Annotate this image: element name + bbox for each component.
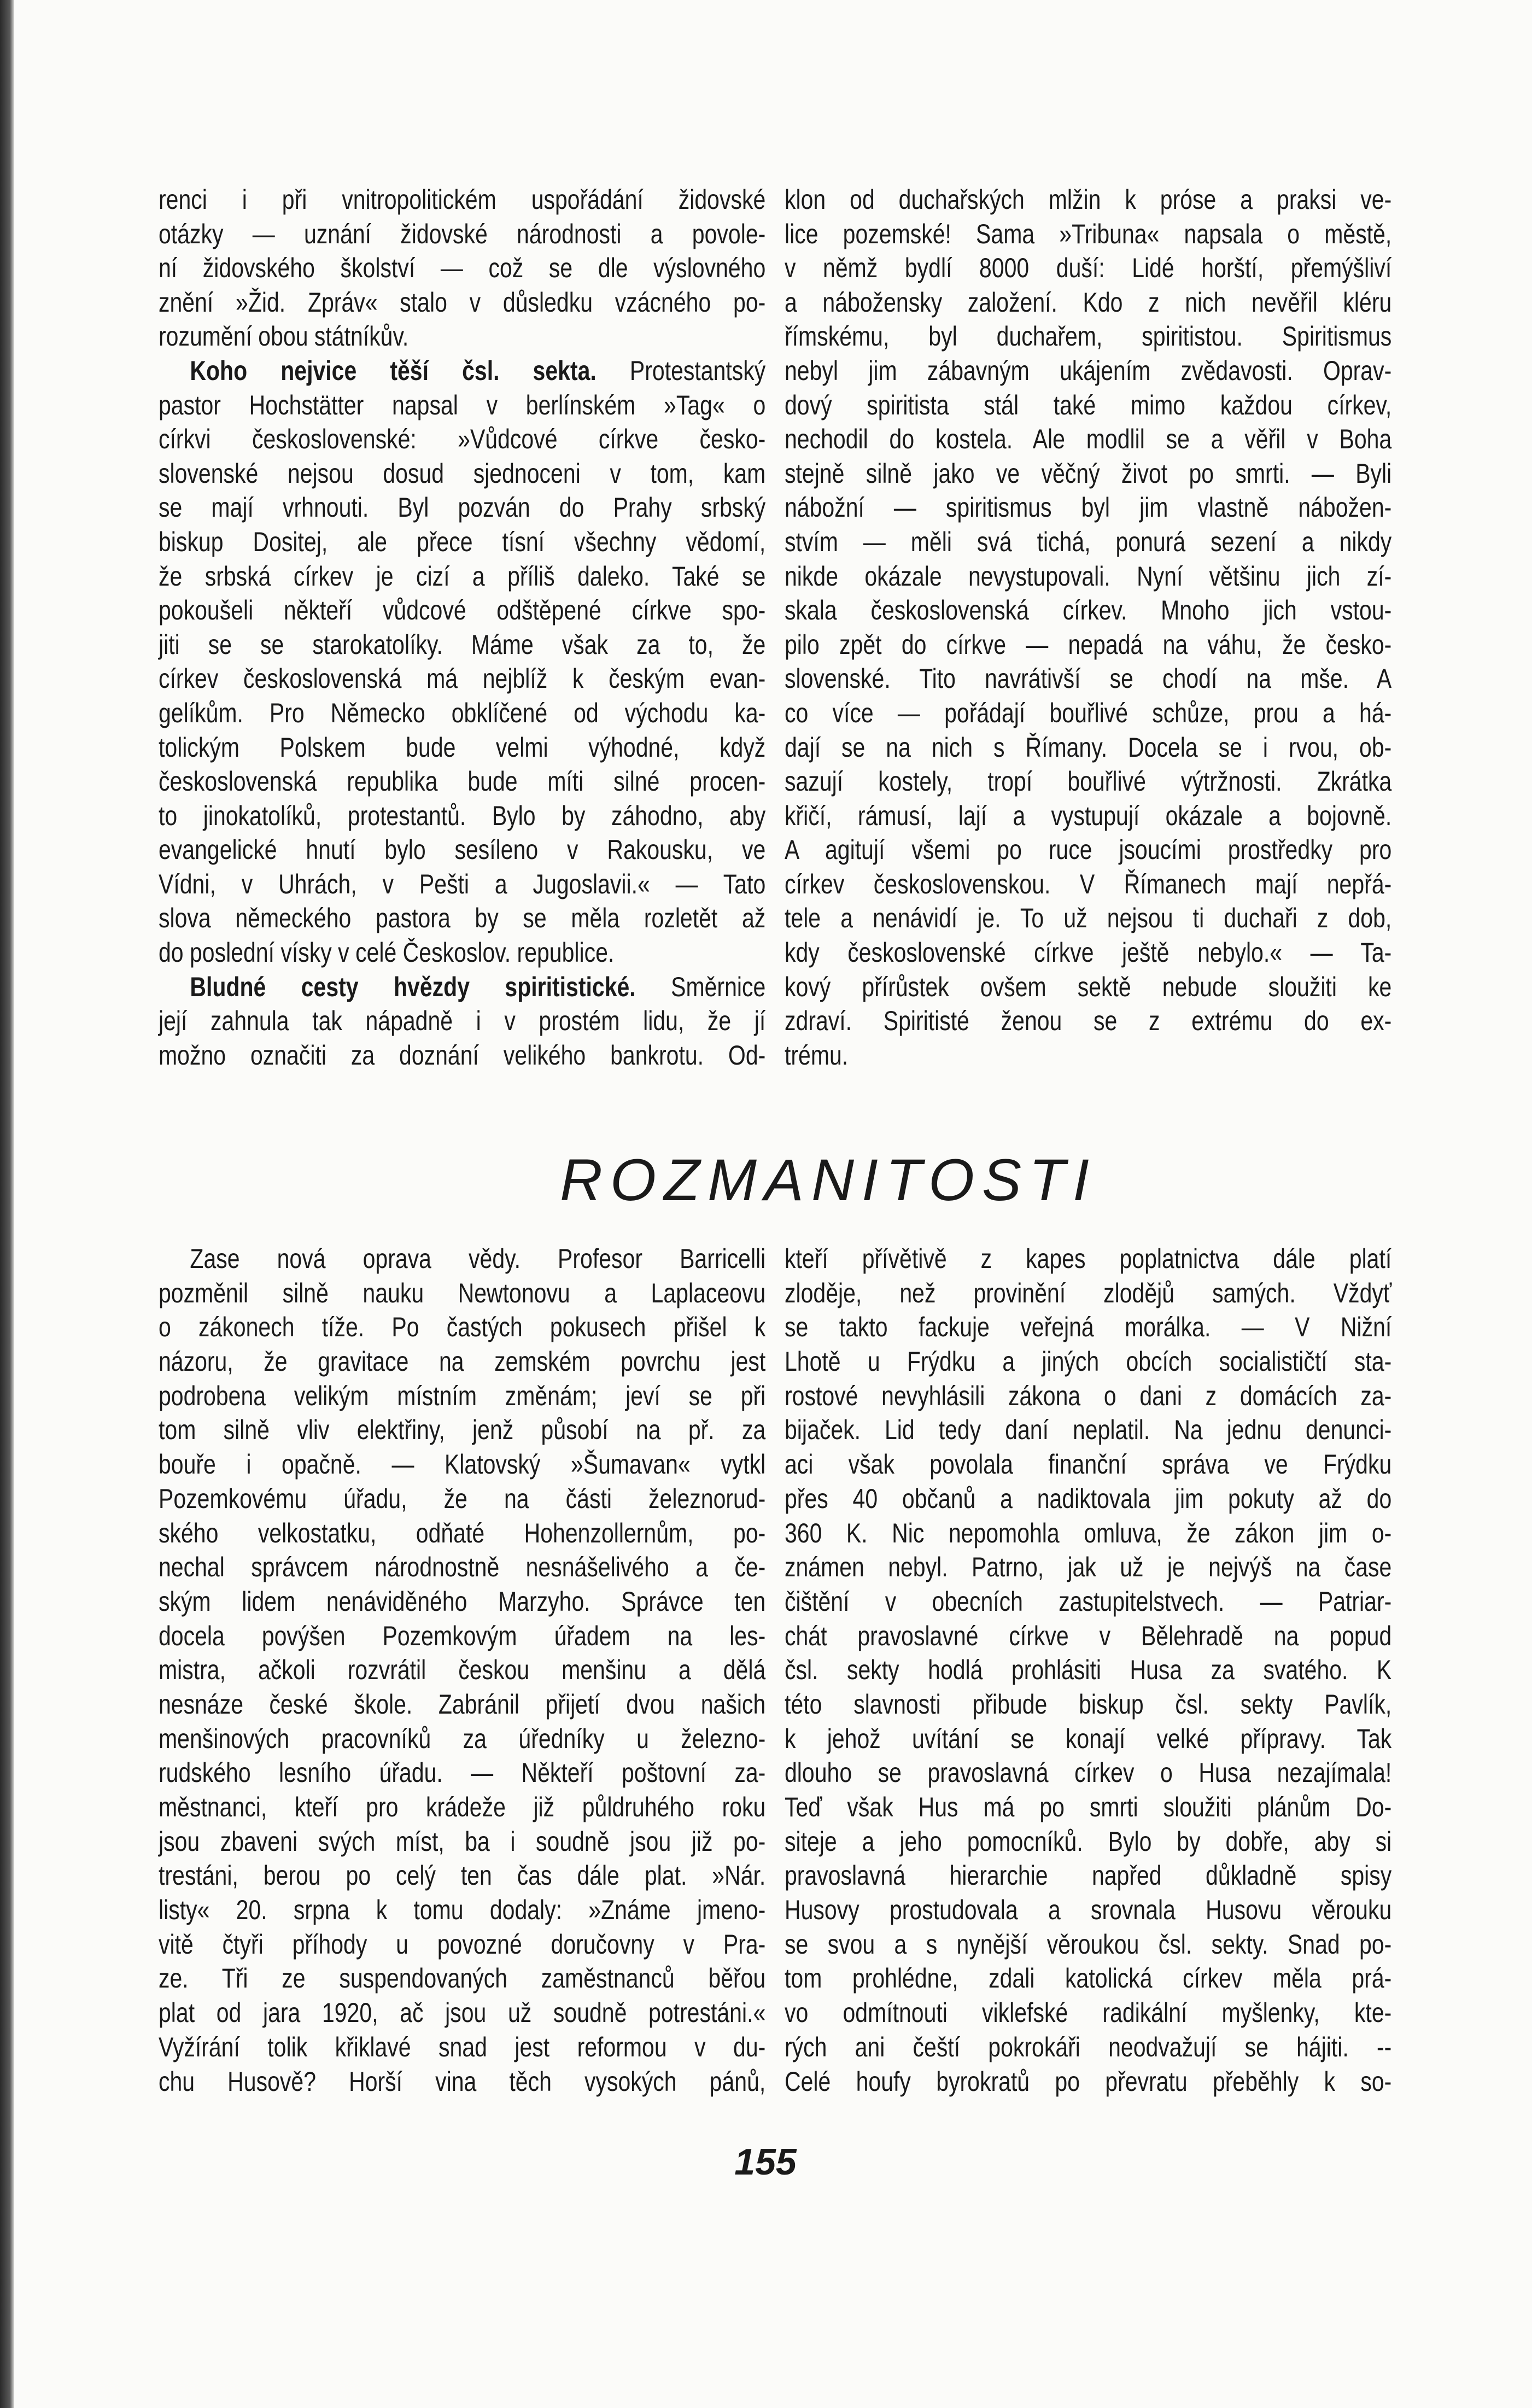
text-line: Teď však Hus má po smrti sloužiti plánům Do- <box>785 1792 1392 1822</box>
text-line: pokoušeli někteří vůdcové odštěpené církve spo- <box>159 595 766 626</box>
text-line: to jinokatolíků, protestantů. Bylo by záhodno, aby <box>159 800 766 831</box>
text-line: kdy československé církve ještě nebylo.« — Ta- <box>785 937 1392 968</box>
paragraph <box>785 1242 1391 2099</box>
paragraph-lead-heading: Bludné cesty hvězdy spiritistické. <box>190 971 636 1002</box>
text-line: aci však povolala finanční správa ve Frýdku <box>785 1449 1392 1480</box>
text-line: bouře i opačně. — Klatovský »Šumavan« vytkl <box>159 1449 766 1480</box>
paragraph <box>159 970 765 1073</box>
text-line: známen nebyl. Patrno, jak už je nejvýš na čase <box>785 1552 1392 1583</box>
text-line: československá republika bude míti silné procen- <box>159 766 766 797</box>
text-line: chu Husově? Horší vina těch vysokých pánů, <box>159 2066 766 2097</box>
text-line: A agitují všemi po ruce jsoucími prostředky pro <box>785 834 1392 866</box>
text-line <box>159 970 765 1004</box>
text-line: římskému, byl duchařem, spiritistou. Spiritismus <box>785 321 1392 352</box>
text-line: renci i při vnitropolitickém uspořádání židovské <box>159 184 766 215</box>
text-line: nechal správcem národnostně nesnášelivého a če- <box>159 1552 766 1583</box>
text-line: možno označiti za doznání velikého bankrotu. Od- <box>159 1039 766 1071</box>
text-line: církev československou. V Římanech mají nepřá- <box>785 868 1392 899</box>
text-line: slovenské nejsou dosud sjednoceni v tom, kam <box>159 458 766 489</box>
text-line: nechodil do kostela. Ale modlil se a věřil v Boha <box>785 424 1392 455</box>
text-line: městnanci, kteří pro krádeže již půldruhého roku <box>159 1792 766 1822</box>
section-heading: ROZMANITOSTI <box>559 1147 1097 1213</box>
text-line: názoru, že gravitace na zemském povrchu jest <box>159 1346 766 1377</box>
text-line: trestáni, berou po celý ten čas dále plat. »Nár. <box>159 1860 766 1891</box>
text-line: vo odmítnouti viklefské radikální myšlenky, kte- <box>785 1997 1392 2029</box>
text-line: se svou a s nynější věroukou čsl. sekty. Snad po- <box>785 1928 1392 1960</box>
line-text: Směrnice <box>635 971 766 1002</box>
text-line: plat od jara 1920, ač jsou už soudně potrestáni.« <box>159 1997 766 2029</box>
text-line: ského velkostatku, odňaté Hohenzollernům, po- <box>159 1517 766 1548</box>
lower-left-column <box>159 1242 765 2099</box>
text-line: Vídni, v Uhrách, v Pešti a Jugoslavii.« — Tato <box>159 868 766 899</box>
text-line: čištění v obecních zastupitelstvech. — Patriar- <box>785 1586 1392 1617</box>
text-line: do poslední vísky v celé Českoslov. republice. <box>159 937 615 968</box>
paragraph <box>159 1242 765 2099</box>
text-line: siteje a jeho pomocníků. Bylo by dobře, aby si <box>785 1826 1392 1857</box>
text-line: biskup Dositej, ale přece tísní všechny vědomí, <box>159 526 766 557</box>
text-line: sazují kostely, tropí bouřlivé výtržnosti. Zkrátka <box>785 766 1392 797</box>
text-line: nábožní — spiritismus byl jim vlastně nábožen- <box>785 492 1392 523</box>
paragraph-lead-heading: Koho nejvice těší čsl. sekta. <box>190 355 597 386</box>
text-line: dají se na nich s Římany. Docela se i rvou, ob- <box>785 732 1392 763</box>
text-line: tele a nenávidí je. To už nejsou ti duchaři z dob, <box>785 903 1392 934</box>
text-line: dlouho se pravoslavná církev o Husa nezajímala! <box>785 1757 1392 1789</box>
paragraph <box>159 354 765 970</box>
text-line: rostové nevyhlásili zákona o dani z domácích za- <box>785 1380 1392 1411</box>
text-line: ní židovského školství — což se dle výslovného <box>159 253 766 284</box>
text-line: stejně silně jako ve věčný život po smrti. — Byli <box>785 458 1392 489</box>
book-binding-edge <box>0 0 14 2408</box>
text-line: ze. Tři ze suspendovaných zaměstnanců běřou <box>159 1963 766 1994</box>
text-line: této slavnosti přibude biskup čsl. sekty Pavlík, <box>785 1688 1392 1720</box>
text-line: čsl. sekty hodlá prohlásiti Husa za svatého. K <box>785 1655 1392 1686</box>
text-line: Husovy prostudovala a srovnala Husovu věrouku <box>785 1895 1392 1926</box>
text-line: podrobena velikým místním změnám; jeví se při <box>159 1380 766 1411</box>
text-line: církvi československé: »Vůdcové církve česko- <box>159 424 766 455</box>
lower-right-column <box>785 1242 1391 2099</box>
text-line: docela povýšen Pozemkovým úřadem na les- <box>159 1620 766 1651</box>
text-line: Zase nová oprava vědy. Profesor Barricelli <box>190 1243 766 1274</box>
text-line: pozměnil silně nauku Newtonovu a Laplaceovu <box>159 1277 766 1308</box>
text-line: stvím — měli svá tichá, ponurá sezení a nikdy <box>785 526 1392 557</box>
text-line: pravoslavná hierarchie napřed důkladně spisy <box>785 1860 1392 1891</box>
paragraph <box>785 183 1391 1072</box>
text-line: nikde okázale nevystupovali. Nyní většinu jich zí- <box>785 560 1392 592</box>
text-line: mistra, ačkoli rozvrátil českou menšinu a dělá <box>159 1655 766 1686</box>
text-line: klon od duchařských mlžin k próse a praksi ve- <box>785 184 1392 215</box>
text-line: o zákonech tíže. Po častých pokusech přišel k <box>159 1312 766 1343</box>
text-line: slovenské. Tito navrátivší se chodí na mše. A <box>785 663 1392 694</box>
text-line: evangelické hnutí bylo sesíleno v Rakousku, ve <box>159 834 766 866</box>
text-line: dový spiritista stál také mimo každou církev, <box>785 389 1392 420</box>
text-line: její zahnula tak nápadně i v prostém lidu, že jí <box>159 1006 766 1037</box>
text-line: v němž bydlí 8000 duší: Lidé horští, přemýšliví <box>785 253 1392 284</box>
text-line: křičí, rámusí, lají a vystupují okázale a bojovně. <box>785 800 1392 831</box>
text-line: se mají vrhnouti. Byl pozván do Prahy srbský <box>159 492 766 523</box>
text-line: 360 K. Nic nepomohla omluva, že zákon jim o- <box>785 1517 1392 1548</box>
text-line: kový přírůstek ovšem sektě nebude sloužiti ke <box>785 971 1392 1002</box>
text-line: se takto fackuje veřejná morálka. — V Nižní <box>785 1312 1392 1343</box>
text-line: církev československá má nejblíž k českým evan- <box>159 663 766 694</box>
text-line: zloděje, než provinění zlodějů samých. Vždyť <box>785 1277 1392 1308</box>
text-line: Vyžírání tolik křiklavé snad jest reformou v du- <box>159 2031 766 2062</box>
text-line: co více — pořádají bouřlivé schůze, prou a há- <box>785 697 1392 728</box>
text-line: tolickým Polskem bude velmi výhodné, když <box>159 732 766 763</box>
text-line: kteří přívětivě z kapes poplatnictva dále platí <box>785 1243 1392 1274</box>
text-line: slova německého pastora by se měla rozletět až <box>159 903 766 934</box>
text-line: ským lidem nenáviděného Marzyho. Správce ten <box>159 1586 766 1617</box>
text-line: otázky — uznání židovské národnosti a povole- <box>159 218 766 249</box>
text-line: rozumění obou státníkův. <box>159 321 409 352</box>
text-line: lice pozemské! Sama »Tribuna« napsala o městě, <box>785 218 1392 249</box>
page-number: 155 <box>734 2141 797 2183</box>
text-line: přes 40 občanů a nadiktovala jim pokuty až do <box>785 1483 1392 1514</box>
paragraph <box>159 183 765 354</box>
text-line: znění »Žid. Zpráv« stalo v důsledku vzácného po- <box>159 287 766 318</box>
text-line: gelíkům. Pro Německo obklíčené od východu ka- <box>159 697 766 728</box>
text-line: pilo zpět do církve — nepadá na váhu, že česko- <box>785 629 1392 660</box>
text-line: jsou zbaveni svých míst, ba i soudně jsou již po- <box>159 1826 766 1857</box>
text-line: vitě čtyři příhody u povozné doručovny v Pra- <box>159 1928 766 1960</box>
text-line: rudského lesního úřadu. — Někteří poštovní za- <box>159 1757 766 1789</box>
text-line: nebyl jim zábavným ukájením zvědavosti. Oprav- <box>785 355 1392 386</box>
text-line: zdraví. Spiritisté ženou se z extrému do ex- <box>785 1006 1392 1037</box>
text-line: listy« 20. srpna k tomu dodaly: »Známe jmeno- <box>159 1895 766 1926</box>
upper-left-column <box>159 183 765 1072</box>
text-line <box>159 354 765 388</box>
text-line: skala československá církev. Mnoho jich vstou- <box>785 595 1392 626</box>
upper-right-column <box>785 183 1391 1072</box>
text-line: pastor Hochstätter napsal v berlínském »Tag« o <box>159 389 766 420</box>
text-line: menšinových pracovníků za úředníky u železno- <box>159 1723 766 1754</box>
text-line: tom silně vliv elektřiny, jenž působí na př. za <box>159 1415 766 1446</box>
text-line: bijaček. Lid tedy daní neplatil. Na jednu denunci- <box>785 1415 1392 1446</box>
text-line: že srbská církev je cizí a příliš daleko. Také se <box>159 560 766 592</box>
text-line: k jehož uvítání se konají velké přípravy. Tak <box>785 1723 1392 1754</box>
text-line: rých ani čeští pokrokáři neodvažují se hájiti. -- <box>785 2031 1392 2062</box>
text-line: nesnáze české škole. Zabránil přijetí dvou našich <box>159 1688 766 1720</box>
text-line: Celé houfy byrokratů po převratu přeběhly k so- <box>785 2066 1392 2097</box>
text-line: chát pravoslavné církve v Bělehradě na popud <box>785 1620 1392 1651</box>
text-line: a nábožensky založení. Kdo z nich nevěřil kléru <box>785 287 1392 318</box>
line-text: Protestantský <box>596 355 766 386</box>
text-line: Pozemkovému úřadu, že na části železnorud- <box>159 1483 766 1514</box>
text-line: tom prohlédne, zdali katolická církev měla prá- <box>785 1963 1392 1994</box>
text-line: jiti se se starokatolíky. Máme však za to, že <box>159 629 766 660</box>
text-line: trému. <box>785 1039 849 1071</box>
text-line: Lhotě u Frýdku a jiných obcích socialističtí sta- <box>785 1346 1392 1377</box>
